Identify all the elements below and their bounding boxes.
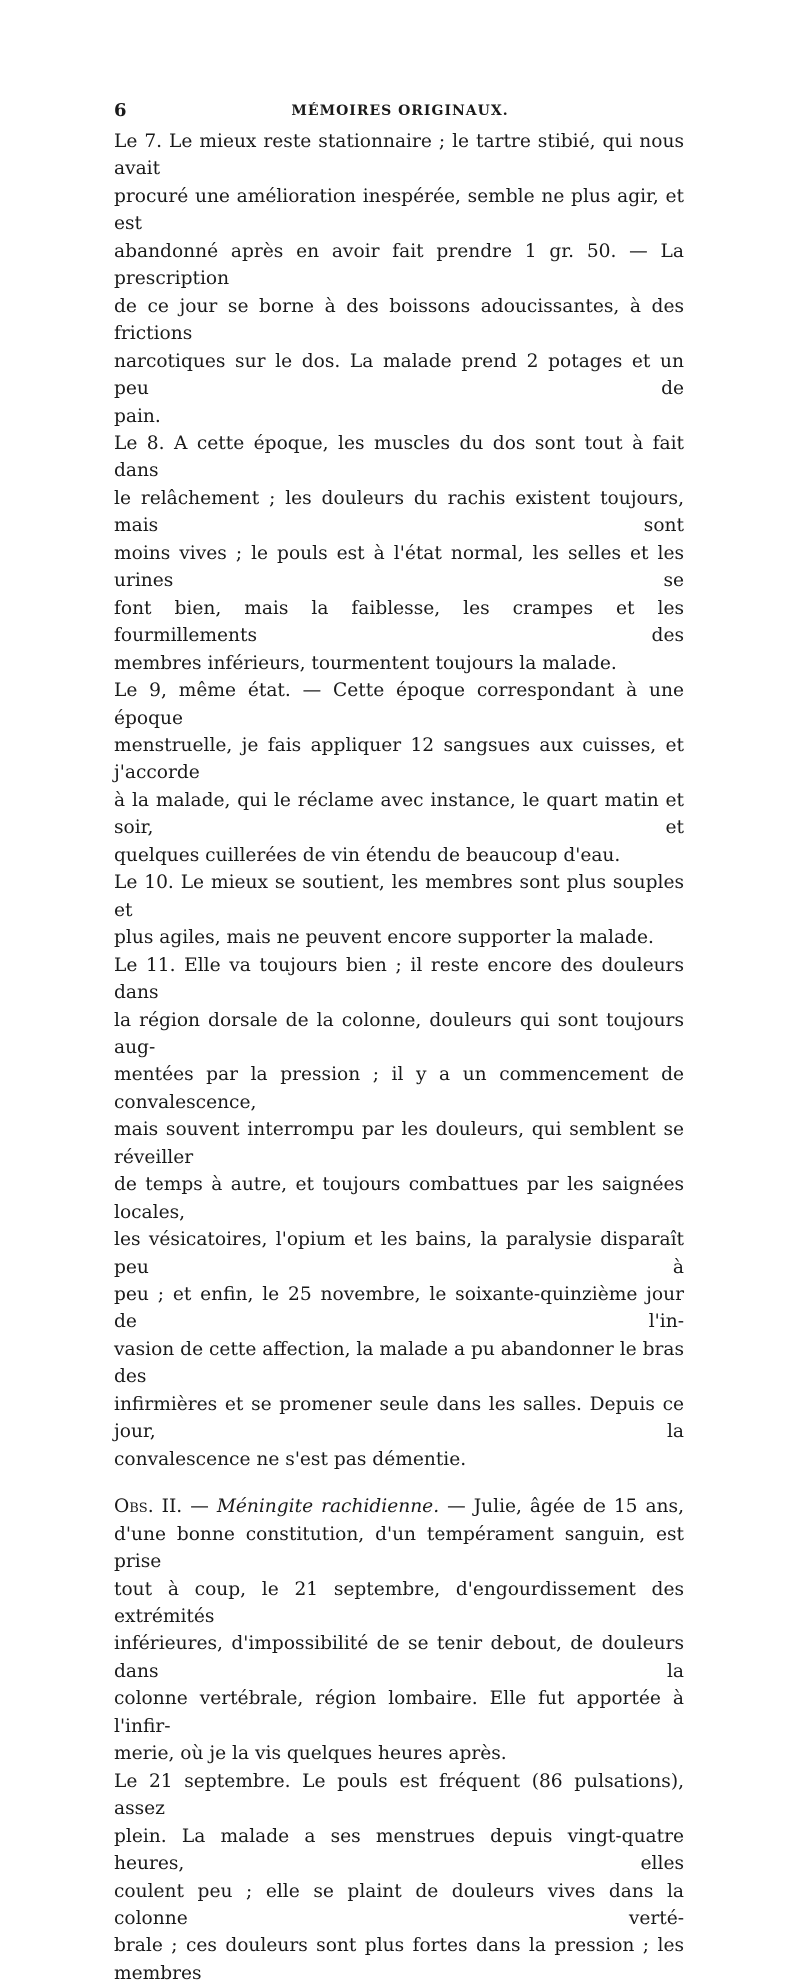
- text-line: menstruelle, je fais appliquer 12 sangsues aux cuisses, et j'accorde: [114, 734, 684, 784]
- observation-dash: —: [190, 1496, 209, 1518]
- paragraph-le-9: [114, 677, 684, 869]
- paragraph-le-11: [114, 952, 684, 1474]
- text-line: abandonné après en avoir fait prendre 1 gr. 50. — La prescription: [114, 240, 684, 290]
- text-line: de ce jour se borne à des boissons adoucissantes, à des frictions: [114, 295, 684, 345]
- text-line: à la malade, qui le réclame avec instance, le quart matin et soir, et: [114, 789, 684, 839]
- text-line: d'une bonne constitution, d'un tempérament sanguin, est prise: [114, 1523, 684, 1573]
- text-line: Le 7. Le mieux reste stationnaire ; le tartre stibié, qui nous avait: [114, 131, 684, 180]
- text-line: Le 11. Elle va toujours bien ; il reste encore des douleurs dans: [114, 954, 684, 1004]
- text-line: pain.: [114, 405, 161, 427]
- text-line: coulent peu ; elle se plaint de douleurs vives dans la colonne verté-: [114, 1880, 684, 1929]
- text-line: merie, où je la vis quelques heures après.: [114, 1743, 507, 1765]
- section-gap: [114, 1473, 684, 1493]
- text-line: moins vives ; le pouls est à l'état normal, les selles et les urines se: [114, 542, 684, 592]
- text-line: quelques cuillerées de vin étendu de beaucoup d'eau.: [114, 844, 621, 866]
- text-line: membres inférieurs, tourmentent toujours la malade.: [114, 652, 617, 674]
- text-line: mais souvent interrompu par les douleurs, qui semblent se réveiller: [114, 1119, 684, 1168]
- text-line: mentées par la pression ; il y a un commencement de convalescence,: [114, 1064, 684, 1113]
- text-line: plus agiles, mais ne peuvent encore supporter la malade.: [114, 927, 654, 949]
- paragraph-le-10: [114, 869, 684, 951]
- observation-first-line-rest: — Julie, âgée de 15 ans,: [447, 1496, 684, 1518]
- text-line: brale ; ces douleurs sont plus fortes dans la pression ; les membres: [114, 1935, 684, 1984]
- paragraph-le-8: [114, 430, 684, 677]
- text-line: convalescence ne s'est pas démentie.: [114, 1448, 467, 1470]
- paragraph-le-21-septembre: [114, 1768, 684, 1987]
- paragraph-le-7: [114, 128, 684, 430]
- text-line: Le 8. A cette époque, les muscles du dos sont tout à fait dans: [114, 432, 684, 482]
- observation-title: Méningite rachidienne.: [216, 1496, 440, 1518]
- text-line: peu ; et enfin, le 25 novembre, le soixante-quinzième jour de l'in-: [114, 1284, 684, 1333]
- text-line: la région dorsale de la colonne, douleurs qui sont toujours aug-: [114, 1009, 684, 1058]
- text-line: le relâchement ; les douleurs du rachis existent toujours, mais sont: [114, 487, 684, 537]
- text-line: Le 9, même état. — Cette époque correspondant à une époque: [114, 680, 684, 729]
- text-line: tout à coup, le 21 septembre, d'engourdissement des extrémités: [114, 1578, 684, 1628]
- text-line: inférieures, d'impossibilité de se tenir debout, de douleurs dans la: [114, 1633, 684, 1682]
- text-line: vasion de cette affection, la malade a pu abandonner le bras des: [114, 1338, 684, 1388]
- running-title: MÉMOIRES ORIGINAUX.: [291, 103, 509, 119]
- text-line: Le 21 septembre. Le pouls est fréquent (86 pulsations), assez: [114, 1770, 684, 1820]
- text-line: font bien, mais la faiblesse, les crampes et les fourmillements des: [114, 597, 684, 647]
- text-line: plein. La malade a ses menstrues depuis vingt-quatre heures, elles: [114, 1825, 684, 1875]
- text-line: les vésicatoires, l'opium et les bains, la paralysie disparaît peu à: [114, 1229, 684, 1278]
- text-line: colonne vertébrale, région lombaire. Elle fut apportée à l'infir-: [114, 1688, 684, 1737]
- text-line: de temps à autre, et toujours combattues par les saignées locales,: [114, 1174, 684, 1223]
- text-line: Le 10. Le mieux se soutient, les membres sont plus souples et: [114, 872, 684, 921]
- page-number: 6: [114, 100, 127, 121]
- body-text: [114, 128, 684, 1987]
- observation-first-line: [114, 1493, 684, 1520]
- observation-label: Obs. II.: [114, 1496, 183, 1518]
- text-line: infirmières et se promener seule dans les salles. Depuis ce jour, la: [114, 1393, 684, 1443]
- text-line: narcotiques sur le dos. La malade prend 2 potages et un peu de: [114, 350, 684, 400]
- observation-heading-paragraph: [114, 1493, 684, 1768]
- text-line: procuré une amélioration inespérée, semble ne plus agir, et est: [114, 185, 684, 235]
